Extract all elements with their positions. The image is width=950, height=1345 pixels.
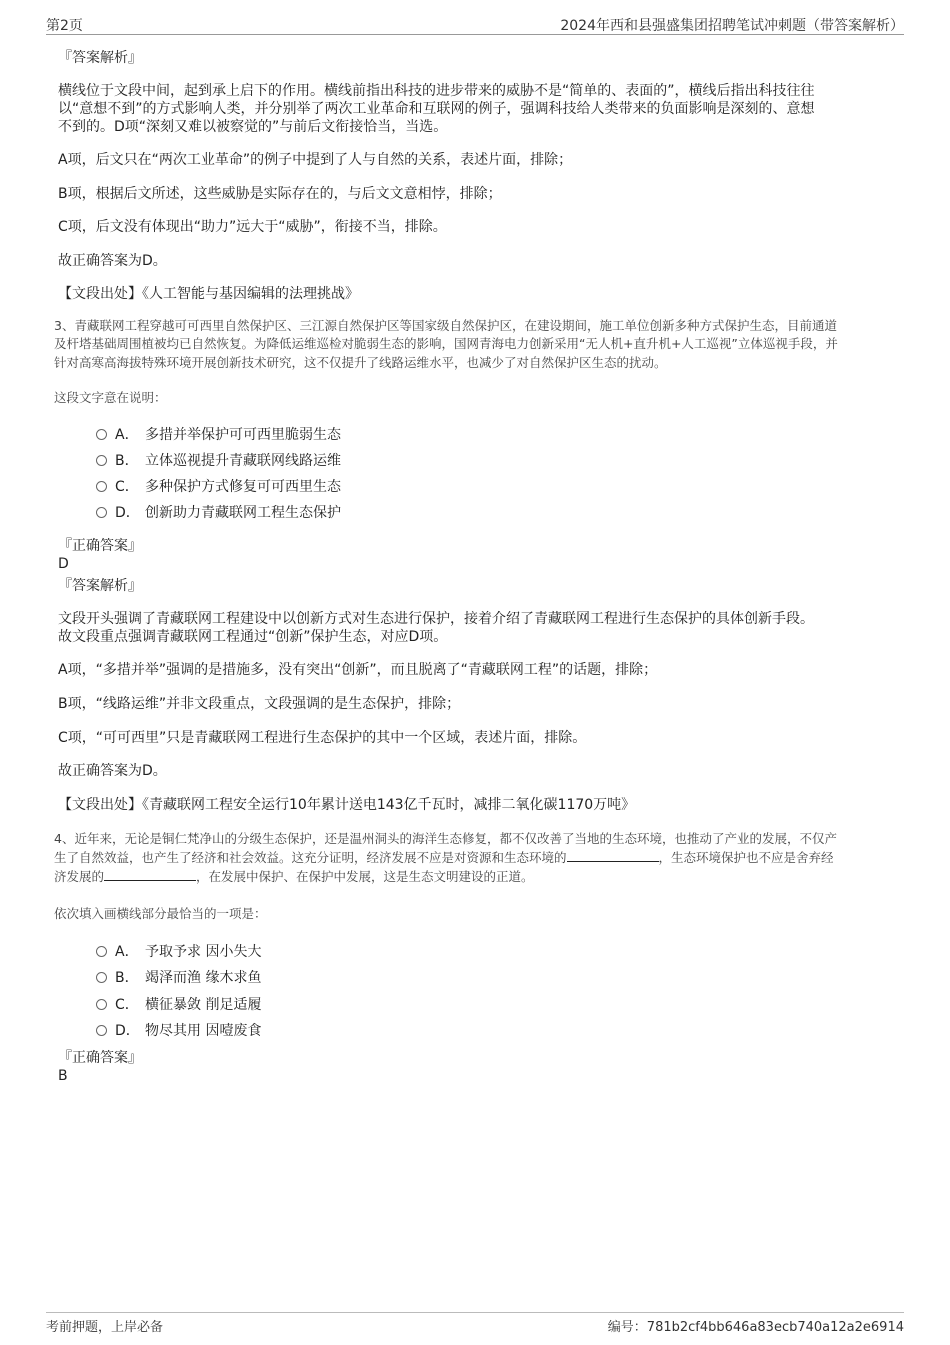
page-footer (46, 1312, 904, 1335)
question-text: 针对高寒高海拔特殊环境开展创新技术研究，这不仅提升了线路运维水平，也减少了对自然保护区生态的扰动。 (54, 355, 667, 370)
fill-blank-1 (567, 849, 659, 862)
option-analysis-b: B项，“线路运维”并非文段重点，文段强调的是生态保护，排除； (58, 696, 461, 712)
analysis-line: 故文段重点强调青藏联网工程通过“创新”保护生态，对应D项。 (58, 629, 448, 645)
option-a[interactable]: A． 多措并举保护可可西里脆弱生态 (96, 424, 341, 444)
option-c[interactable]: C． 横征暴敛 削足适履 (96, 994, 261, 1014)
question-text: 及杆塔基础周围植被均已自然恢复。为降低运维巡检对脆弱生态的影响，国网青海电力创新采用“无人机+直升机+人工巡视”立体巡视手段，并 (54, 336, 838, 351)
page-number: 第2页 (46, 18, 83, 34)
footer-slogan: 考前押题，上岸必备 (46, 1320, 164, 1335)
option-c[interactable]: C． 多种保护方式修复可可西里生态 (96, 476, 341, 496)
answer-label: 『正确答案』 (58, 538, 142, 554)
radio-icon[interactable] (96, 972, 107, 983)
analysis-line: 横线位于文段中间，起到承上启下的作用。横线前指出科技的进步带来的威胁不是“简单的、表面的”，横线后指出科技往往 (58, 83, 815, 99)
conclusion: 故正确答案为D。 (58, 253, 167, 269)
option-d[interactable]: D． 物尽其用 因噎废食 (96, 1020, 261, 1040)
option-b[interactable]: B． 立体巡视提升青藏联网线路运维 (96, 450, 341, 470)
radio-icon[interactable] (96, 429, 107, 440)
option-analysis-b: B项，根据后文所述，这些威胁是实际存在的，与后文文意相悖，排除； (58, 186, 502, 202)
radio-icon[interactable] (96, 455, 107, 466)
option-a[interactable]: A． 予取予求 因小失大 (96, 941, 261, 961)
answer-label: 『正确答案』 (58, 1050, 142, 1066)
option-b[interactable]: B． 竭泽而渔 缘木求鱼 (96, 967, 261, 987)
analysis-line: 文段开头强调了青藏联网工程建设中以创新方式对生态进行保护，接着介绍了青藏联网工程进行生态保护的具体创新手段。 (58, 611, 814, 627)
analysis-line: 不到的。D项“深刻又难以被察觉的”与前后文衔接恰当，当选。 (58, 119, 448, 135)
option-d[interactable]: D． 创新助力青藏联网工程生态保护 (96, 502, 341, 522)
option-analysis-c: C项，后文没有体现出“助力”远大于“威胁”，衔接不当，排除。 (58, 219, 447, 235)
analysis-line: 以“意想不到”的方式影响人类，并分别举了两次工业革命和互联网的例子，强调科技给人类带来的负面影响是深刻的、意想 (58, 101, 815, 117)
page-header (46, 14, 904, 35)
option-analysis-c: C项，“可可西里”只是青藏联网工程进行生态保护的其中一个区域，表述片面，排除。 (58, 730, 587, 746)
question-text: 3、青藏联网工程穿越可可西里自然保护区、三江源自然保护区等国家级自然保护区，在建设期间，施工单位创新多种方式保护生态，目前通道 (54, 318, 837, 333)
fill-blank-2 (104, 868, 196, 881)
question-text: 生了自然效益，也产生了经济和社会效益。这充分证明，经济发展不应是对资源和生态环境的 ，生态环境保护也不应是舍弃经 (54, 850, 834, 865)
question-prompt: 依次填入画横线部分最恰当的一项是： (54, 906, 267, 921)
analysis-label: 『答案解析』 (58, 578, 142, 594)
radio-icon[interactable] (96, 999, 107, 1010)
source: 【文段出处】《青藏联网工程安全运行10年累计送电143亿千瓦时，减排二氧化碳1170万吨》 (58, 797, 636, 813)
conclusion: 故正确答案为D。 (58, 763, 167, 779)
answer-value: B (58, 1068, 68, 1084)
radio-icon[interactable] (96, 1025, 107, 1036)
question-text: 济发展的 ，在发展中保护、在保护中发展，这是生态文明建设的正道。 (54, 869, 534, 884)
question-text: 4、近年来，无论是铜仁梵净山的分级生态保护，还是温州洞头的海洋生态修复，都不仅改善了当地的生态环境，也推动了产业的发展，不仅产 (54, 831, 837, 846)
option-analysis-a: A项，“多措并举”强调的是措施多，没有突出“创新”，而且脱离了“青藏联网工程”的话题，排除； (58, 662, 658, 678)
analysis-label: 『答案解析』 (58, 50, 142, 66)
radio-icon[interactable] (96, 507, 107, 518)
answer-value: D (58, 556, 69, 572)
question-prompt: 这段文字意在说明： (54, 390, 167, 405)
document-title: 2024年西和县强盛集团招聘笔试冲刺题（带答案解析） (560, 18, 904, 34)
document-id: 编号：781b2cf4bb646a83ecb740a12a2e6914 (607, 1320, 904, 1335)
source: 【文段出处】《人工智能与基因编辑的法理挑战》 (58, 286, 359, 302)
option-analysis-a: A项，后文只在“两次工业革命”的例子中提到了人与自然的关系，表述片面，排除； (58, 152, 573, 168)
radio-icon[interactable] (96, 946, 107, 957)
radio-icon[interactable] (96, 481, 107, 492)
